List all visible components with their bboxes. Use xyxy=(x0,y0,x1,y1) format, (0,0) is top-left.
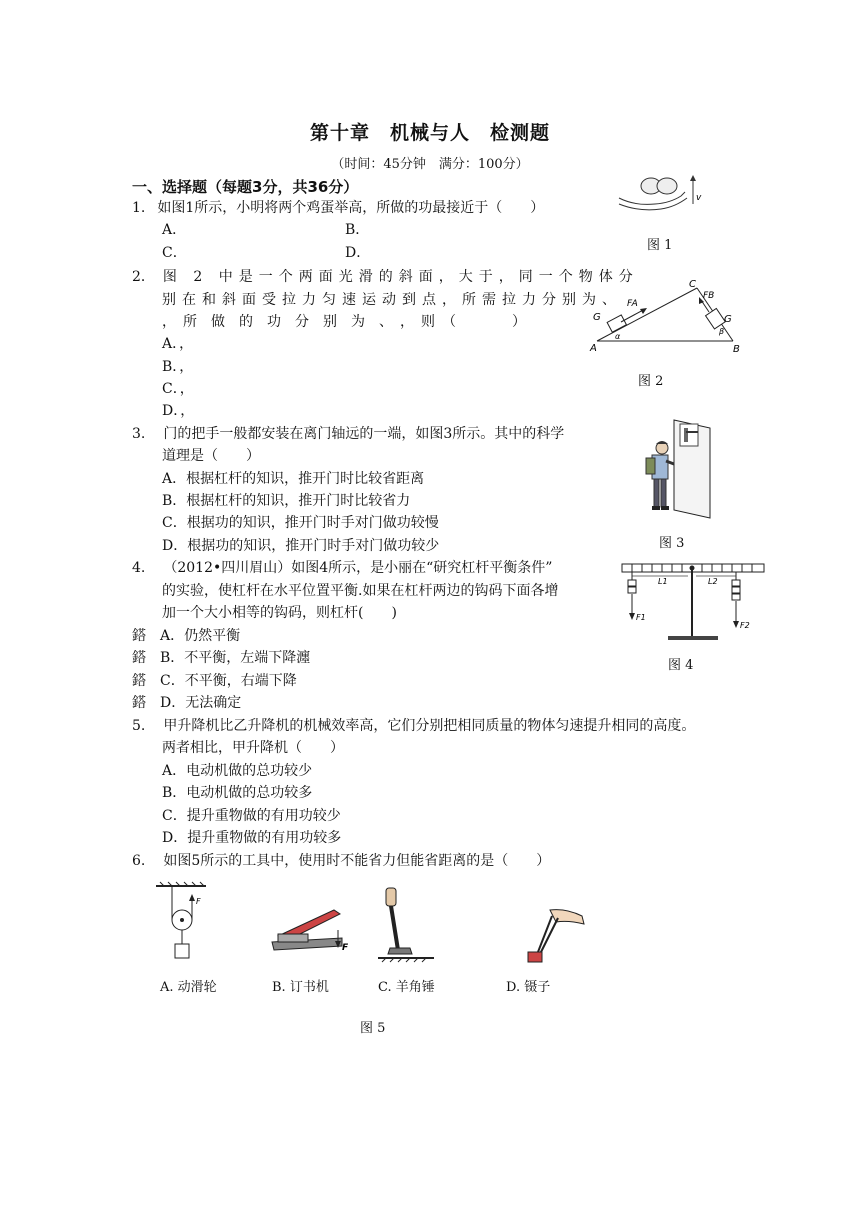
q4-mark-d: 鎝 xyxy=(132,695,146,711)
figure-4-lever xyxy=(618,556,768,652)
fig5-option-b-label: B. 订书机 xyxy=(272,980,329,995)
fig2-label-beta: β xyxy=(719,327,725,336)
q5-text-1: 甲升降机比乙升降机的机械效率高，它们分别把相同质量的物体匀速提升相同的高度。 xyxy=(163,718,696,734)
figure-3-caption: 图 3 xyxy=(659,536,685,551)
question-1 xyxy=(132,197,544,219)
q2-number: 2． xyxy=(132,269,155,285)
q4-option-a-text: A．仍然平衡 xyxy=(160,628,241,644)
q1-option-d: D． xyxy=(345,245,371,261)
q3-option-d: D．根据功的知识，推开门时手对门做功较少 xyxy=(162,538,440,554)
q6-stem: 如图5所示的工具中，使用时不能省力但能省距离的是（ ） xyxy=(163,853,551,869)
q4-option-a xyxy=(132,625,240,647)
fig5-option-c-label: C. 羊角锤 xyxy=(378,980,435,995)
fig5-option-d-label: D. 镊子 xyxy=(506,980,551,995)
figure-3-door xyxy=(640,414,715,524)
exam-subtitle: （时间：45分钟 满分：100分） xyxy=(331,157,529,172)
question-4-line-2: 的实验，使杠杆在水平位置平衡.如果在杠杆两边的钩码下面各增 xyxy=(162,583,559,599)
q5-option-d: D．提升重物做的有用功较多 xyxy=(162,830,342,846)
q4-option-d-text: D．无法确定 xyxy=(160,695,242,711)
q4-number: 4. xyxy=(132,560,146,576)
fig4-label-f1: F1 xyxy=(636,613,646,622)
q4-option-c xyxy=(132,670,297,692)
q4-option-b-text: B．不平衡，左端下降瀍 xyxy=(160,650,311,666)
figure-1-hand-eggs xyxy=(615,168,705,218)
figure-5b-stapler xyxy=(262,892,352,962)
fig4-label-l2: L2 xyxy=(708,577,718,586)
figure-5d-tweezers xyxy=(520,900,590,970)
q4-option-c-text: C．不平衡，右端下降 xyxy=(160,673,297,689)
q4-mark-c: 鎝 xyxy=(132,673,146,689)
fig2-label-a: A xyxy=(590,343,597,354)
question-5-line-1 xyxy=(132,715,695,737)
question-4-line-1 xyxy=(132,557,552,579)
question-5-line-2: 两者相比，甲升降机（ ） xyxy=(162,740,344,756)
q3-number: 3. xyxy=(132,426,146,442)
fig1-velocity-label: v xyxy=(696,193,702,203)
q1-option-b: B． xyxy=(345,222,370,238)
q4-mark-a: 鎝 xyxy=(132,628,146,644)
figure-2-incline xyxy=(585,276,745,356)
q3-option-b: B．根据杠杆的知识，推开门时比较省力 xyxy=(162,493,411,509)
q1-stem: 如图1所示，小明将两个鸡蛋举高，所做的功最接近于（ ） xyxy=(157,200,545,216)
question-2-line-2: 别在和斜面受拉力匀速运动到点，所需拉力分别为、 xyxy=(162,292,622,308)
q4-option-d xyxy=(132,692,241,714)
fig2-label-alpha: α xyxy=(615,332,621,341)
q1-option-a: A． xyxy=(162,222,187,238)
q4-text-1: （2012•四川眉山）如图4所示，是小丽在“研究杠杆平衡条件” xyxy=(163,560,553,576)
q5-option-c: C．提升重物做的有用功较少 xyxy=(162,808,341,824)
q1-number: 1. xyxy=(132,200,146,216)
figure-4-caption: 图 4 xyxy=(668,658,694,673)
q2-text-1: 图 2 中是一个两面光滑的斜面，大于，同一个物体分 xyxy=(162,269,639,285)
q3-option-a: A．根据杠杆的知识，推开门时比较省距离 xyxy=(162,471,425,487)
fig5-option-a-label: A. 动滑轮 xyxy=(160,980,217,995)
figure-2-caption: 图 2 xyxy=(638,374,664,389)
q3-text-1: 门的把手一般都安装在离门轴远的一端，如图3所示。其中的科学 xyxy=(163,426,565,442)
fig4-label-f2: F2 xyxy=(740,621,750,630)
q5-option-a: A．电动机做的总功较少 xyxy=(162,763,313,779)
question-6 xyxy=(132,850,550,872)
fig2-label-g-right: G xyxy=(724,314,732,325)
q2-option-c: C．， xyxy=(162,381,194,397)
figure-5a-pulley xyxy=(152,880,212,970)
fig2-label-c: C xyxy=(689,279,696,290)
section-heading: 一、选择题（每题3分，共36分） xyxy=(132,178,359,196)
figure-5-caption: 图 5 xyxy=(360,1021,386,1036)
question-2-line-3: ， 所 做 的 功 分 别 为 、 ， 则 （ ） xyxy=(162,314,526,330)
fig2-label-g-left: G xyxy=(593,312,601,323)
q6-number: 6. xyxy=(132,853,146,869)
page-title: 第十章 机械与人 检测题 xyxy=(309,122,550,144)
q5-number: 5. xyxy=(132,718,146,734)
fig2-label-b: B xyxy=(733,344,740,355)
question-4-line-3: 加一个大小相等的钩码，则杠杆( ) xyxy=(162,605,397,621)
question-2-line-1 xyxy=(132,266,639,288)
fig4-label-l1: L1 xyxy=(658,577,668,586)
figure-5c-claw-hammer xyxy=(376,884,436,968)
fig2-label-fa: FA xyxy=(627,299,638,309)
fig2-label-fb: FB xyxy=(703,291,715,301)
fig5b-force-label: F xyxy=(342,943,349,953)
q2-option-d: D．， xyxy=(162,403,195,419)
q3-option-c: C．根据功的知识，推开门时手对门做功较慢 xyxy=(162,515,439,531)
question-3-line-2: 道理是（ ） xyxy=(162,448,260,464)
q4-option-b xyxy=(132,647,310,669)
q4-mark-b: 鎝 xyxy=(132,650,146,666)
fig5-force-label: F xyxy=(196,897,201,906)
figure-1-caption: 图 1 xyxy=(647,238,673,253)
q2-option-b: B．， xyxy=(162,359,194,375)
q2-option-a: A．， xyxy=(162,336,194,352)
question-3-line-1 xyxy=(132,423,564,445)
q1-option-c: C． xyxy=(162,245,187,261)
q5-option-b: B．电动机做的总功较多 xyxy=(162,785,313,801)
